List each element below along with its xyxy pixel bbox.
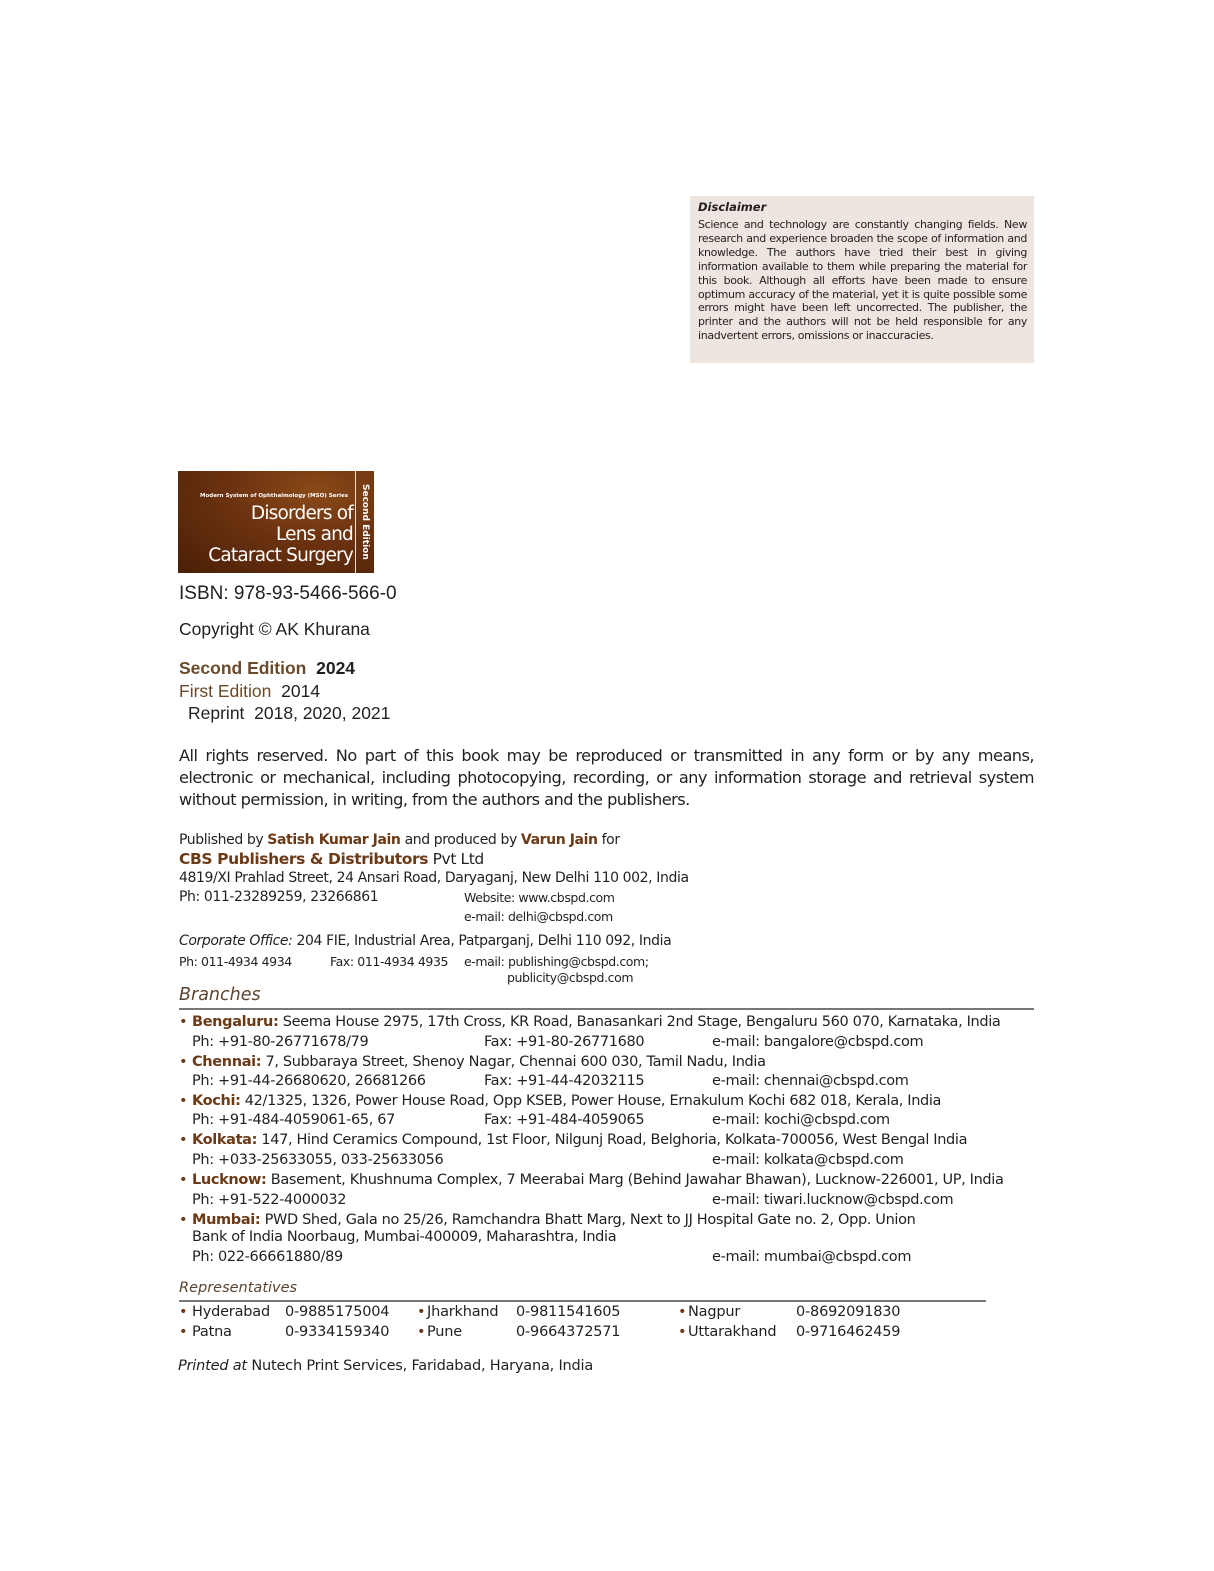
branch-fax: Fax: +91-44-42032115 <box>484 1073 645 1089</box>
branch-fax: Fax: +91-484-4059065 <box>484 1112 645 1128</box>
corporate-email-2: publicity@cbspd.com <box>507 970 634 985</box>
branch-phone: Ph: +91-80-26771678/79 <box>192 1034 369 1050</box>
branch-email: e-mail: kolkata@cbspd.com <box>712 1152 904 1168</box>
branch-address: Basement, Khushnuma Complex, 7 Meerabai Marg (Behind Jawahar Bhawan), Lucknow-226001, UP, India <box>270 1172 1004 1188</box>
branch-kolkata <box>179 1132 967 1148</box>
disclaimer-body: Science and technology are constantly changing fields. New research and experience broaden the scope of information and knowledge. The authors have tried their best in giving information available to them while preparing the material for this book. Although all efforts have been made to ensure optimum accuracy of the material, yet it is quite possible some errors might have been left uncorrected. The publisher, the printer and the authors will not be held responsible for any inadvertent errors, omissions or inaccuracies. <box>698 218 1027 343</box>
branch-email: e-mail: bangalore@cbspd.com <box>712 1034 924 1050</box>
bullet-icon: • <box>179 1054 188 1070</box>
bullet-icon: • <box>417 1324 426 1340</box>
bullet-icon: • <box>179 1324 188 1340</box>
bullet-icon: • <box>179 1304 188 1320</box>
rep-phone: 0-9716462459 <box>796 1324 901 1340</box>
representatives-divider <box>179 1300 986 1302</box>
branch-address: 7, Subbaraya Street, Shenoy Nagar, Chennai 600 030, Tamil Nadu, India <box>265 1054 766 1070</box>
branches-heading: Branches <box>179 985 261 1005</box>
corporate-label: Corporate Office: <box>179 933 293 949</box>
first-edition <box>179 681 320 702</box>
disclaimer-box <box>690 196 1034 363</box>
rep-item <box>678 1324 776 1340</box>
printed-label: Printed at <box>178 1358 247 1374</box>
publisher-email: e-mail: delhi@cbspd.com <box>464 909 613 924</box>
bullet-icon: • <box>179 1172 188 1188</box>
branch-address-cont: Bank of India Noorbaug, Mumbai-400009, Maharashtra, India <box>192 1229 617 1245</box>
representatives-heading: Representatives <box>179 1280 298 1296</box>
cover-series: Modern System of Ophthalmology (MSO) Series <box>200 493 348 499</box>
branch-email: e-mail: mumbai@cbspd.com <box>712 1249 912 1265</box>
edition-label: Second Edition <box>179 658 307 678</box>
rep-city: Hyderabad <box>192 1304 270 1320</box>
rep-phone: 0-9885175004 <box>285 1304 390 1320</box>
corporate-email: e-mail: publishing@cbspd.com; <box>464 954 649 969</box>
printed-at <box>178 1358 593 1374</box>
branch-name: Kolkata: <box>192 1132 258 1148</box>
producer-name: Varun Jain <box>520 832 598 848</box>
published-by-line <box>179 832 620 848</box>
branch-phone: Ph: +91-522-4000032 <box>192 1192 347 1208</box>
branch-phone: Ph: +91-484-4059061-65, 67 <box>192 1112 395 1128</box>
cover-edition-label: Second Edition <box>360 484 370 560</box>
rep-city: Patna <box>192 1324 232 1340</box>
branch-chennai <box>179 1054 766 1070</box>
edition-label: First Edition <box>179 681 272 701</box>
rep-item <box>678 1304 740 1320</box>
text: and produced by <box>404 832 517 848</box>
corporate-fax: Fax: 011-4934 4935 <box>330 954 449 969</box>
publisher-phone: Ph: 011-23289259, 23266861 <box>179 889 379 905</box>
rep-phone: 0-9334159340 <box>285 1324 390 1340</box>
reprint <box>188 703 390 724</box>
rep-item <box>417 1304 498 1320</box>
branch-mumbai <box>179 1212 915 1228</box>
printed-value: Nutech Print Services, Faridabad, Haryana, India <box>251 1358 594 1374</box>
edition-year: 2014 <box>281 681 321 701</box>
corporate-address: 204 FIE, Industrial Area, Patparganj, Delhi 110 092, India <box>296 933 672 949</box>
bullet-icon: • <box>179 1014 188 1030</box>
branch-email: e-mail: kochi@cbspd.com <box>712 1112 890 1128</box>
branch-email: e-mail: chennai@cbspd.com <box>712 1073 909 1089</box>
branch-name: Bengaluru: <box>192 1014 279 1030</box>
rep-item <box>417 1324 462 1340</box>
cover-edition <box>356 471 374 573</box>
disclaimer-title: Disclaimer <box>698 200 767 214</box>
rep-phone: 0-9664372571 <box>516 1324 621 1340</box>
bullet-icon: • <box>179 1093 188 1109</box>
branch-lucknow <box>179 1172 1003 1188</box>
copyright: Copyright © AK Khurana <box>179 619 370 639</box>
publisher-address: 4819/XI Prahlad Street, 24 Ansari Road, Daryaganj, New Delhi 110 002, India <box>179 870 689 886</box>
second-edition <box>179 658 355 679</box>
rights-statement: All rights reserved. No part of this book may be reproduced or transmitted in any form or by any means, electronic or mechanical, including photocopying, recording, or any information storage and retrieval system without permission, in writing, from the authors and the publishers. <box>179 746 1034 809</box>
branch-email: e-mail: tiwari.lucknow@cbspd.com <box>712 1192 954 1208</box>
text: Published by <box>179 832 264 848</box>
bullet-icon: • <box>179 1132 188 1148</box>
cover-title <box>208 503 353 566</box>
cover-title-line: Disorders of <box>250 503 353 524</box>
rep-phone: 0-9811541605 <box>516 1304 621 1320</box>
branch-address: 42/1325, 1326, Power House Road, Opp KSEB, Power House, Ernakulum Kochi 682 018, Kerala, India <box>244 1093 942 1109</box>
company-name: CBS Publishers & Distributors <box>179 850 429 868</box>
text: for <box>601 832 620 848</box>
reprint-years: 2018, 2020, 2021 <box>254 703 391 723</box>
branches-divider <box>179 1008 1034 1010</box>
publisher-website: Website: www.cbspd.com <box>464 890 615 905</box>
rep-item <box>179 1304 270 1320</box>
branch-bengaluru <box>179 1014 1000 1030</box>
publisher-name: Satish Kumar Jain <box>267 832 401 848</box>
bullet-icon: • <box>179 1212 188 1228</box>
branch-address: PWD Shed, Gala no 25/26, Ramchandra Bhatt Marg, Next to JJ Hospital Gate no. 2, Opp. Union <box>264 1212 916 1228</box>
branch-address: Seema House 2975, 17th Cross, KR Road, Banasankari 2nd Stage, Bengaluru 560 070, Karnataka, India <box>282 1014 1001 1030</box>
corporate-phone: Ph: 011-4934 4934 <box>179 954 292 969</box>
book-cover-image <box>178 471 374 573</box>
isbn: ISBN: 978-93-5466-566-0 <box>179 583 397 604</box>
branch-address: 147, Hind Ceramics Compound, 1st Floor, Nilgunj Road, Belghoria, Kolkata-700056, West Bengal India <box>261 1132 968 1148</box>
branch-name: Chennai: <box>192 1054 262 1070</box>
branch-phone: Ph: 022-66661880/89 <box>192 1249 343 1265</box>
reprint-label: Reprint <box>188 703 245 723</box>
branch-name: Mumbai: <box>192 1212 261 1228</box>
company-line <box>179 850 484 868</box>
branch-phone: Ph: +033-25633055, 033-25633056 <box>192 1152 444 1168</box>
rep-item <box>179 1324 232 1340</box>
bullet-icon: • <box>678 1324 687 1340</box>
branch-name: Kochi: <box>192 1093 241 1109</box>
edition-year: 2024 <box>316 658 356 678</box>
bullet-icon: • <box>417 1304 426 1320</box>
corporate-office <box>179 933 671 949</box>
rep-city: Uttarakhand <box>688 1324 777 1340</box>
rep-city: Nagpur <box>688 1304 741 1320</box>
branch-name: Lucknow: <box>192 1172 267 1188</box>
branch-fax: Fax: +91-80-26771680 <box>484 1034 645 1050</box>
cover-title-line: Lens and <box>275 524 353 545</box>
branch-kochi <box>179 1093 941 1109</box>
rep-city: Pune <box>427 1324 462 1340</box>
bullet-icon: • <box>678 1304 687 1320</box>
company-suffix: Pvt Ltd <box>432 850 484 868</box>
rep-city: Jharkhand <box>427 1304 499 1320</box>
cover-title-line: Cataract Surgery <box>208 545 353 566</box>
branch-phone: Ph: +91-44-26680620, 26681266 <box>192 1073 426 1089</box>
rep-phone: 0-8692091830 <box>796 1304 901 1320</box>
